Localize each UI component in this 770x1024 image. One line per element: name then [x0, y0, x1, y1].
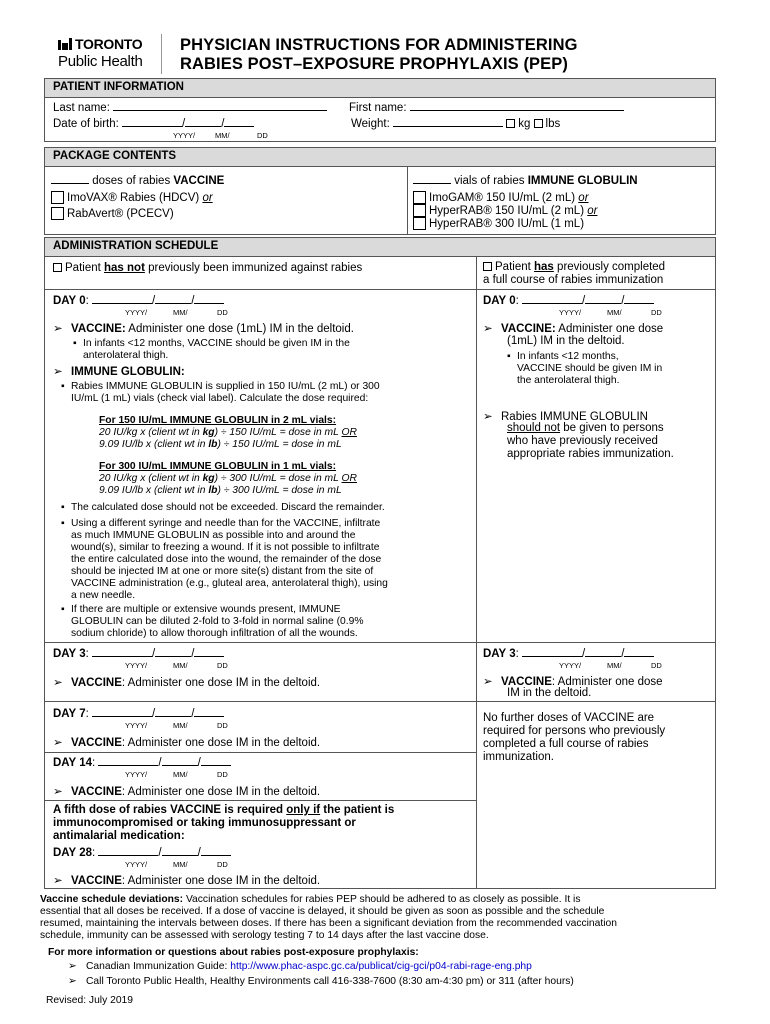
- call-line: ➢ Call Toronto Public Health, Healthy Environments call 416-338-7600 (8:30 am-4:30 pm) or 311 (after hours): [68, 976, 574, 987]
- lbs-checkbox[interactable]: [534, 119, 543, 128]
- rabavert-checkbox[interactable]: [51, 207, 64, 220]
- imovax-checkbox[interactable]: [51, 191, 64, 204]
- package-contents-section: PACKAGE CONTENTS doses of rabies VACCINE ImoVAX® Rabies (HDCV) or RabAvert® (PCECV) vials of rabies IMMUNE GLOBULIN ImoGAM® 150 IU/mL (2 mL) or HyperRAB® 150 IU/mL (2 mL) or HyperRAB® 300 IU/mL (1 mL): [44, 147, 716, 235]
- header-divider: [161, 34, 162, 74]
- first-name-field[interactable]: First name:: [349, 102, 624, 114]
- imogam-checkbox[interactable]: [413, 191, 426, 204]
- hyperrab150-checkbox[interactable]: [413, 204, 426, 217]
- day3-right-cell: DAY 3: / / YYYY/ MM/ DD ➢ VACCINE: Administer one dose IM in the deltoid.: [476, 642, 716, 702]
- weight-field[interactable]: Weight: kg lbs: [351, 118, 561, 130]
- hyperrab300-checkbox[interactable]: [413, 217, 426, 230]
- no-further-doses-cell: No further doses of VACCINE are required for persons who previously completed a full course of rabies immunization.: [476, 701, 716, 889]
- not-immunized-header: Patient has not previously been immunized against rabies: [44, 256, 477, 290]
- deviations-note: Vaccine schedule deviations: Vaccination schedules for rabies PEP should be adhered to as closely as possible. It is essential that all doses be received. If a dose of vaccine is delayed, it should be given as soon as possible and the schedule resumed, maintaining the intervals between doses. If there has been a significant deviation from the recommended vaccination schedule, immunity can be assessed with serology testing 7 to 14 days after the last vaccine dose.: [40, 894, 617, 941]
- toronto-logo: [58, 36, 150, 76]
- org-name: TORONTO: [75, 36, 143, 52]
- section-heading: PATIENT INFORMATION: [45, 79, 715, 98]
- day3-left-cell: DAY 3: / / YYYY/ MM/ DD ➢ VACCINE: Administer one dose IM in the deltoid.: [44, 642, 477, 702]
- cig-link[interactable]: http://www.phac-aspc.gc.ca/publicat/cig-gci/p04-rabi-rage-eng.php: [230, 961, 532, 972]
- page-title: PHYSICIAN INSTRUCTIONS FOR ADMINISTERING RABIES POST–EXPOSURE PROPHYLAXIS (PEP): [180, 36, 578, 73]
- org-subname: Public Health: [58, 53, 143, 70]
- day0-left-cell: DAY 0: / / YYYY/ MM/ DD ➢ VACCINE: Administer one dose (1mL) IM in the deltoid. ▪ In infants <12 months, VACCINE should be given IM in the anterolateral thigh. ➢ IMMUNE GLOBULIN: ▪ Rabies IMMUNE GLOBULIN is supplied in 150 IU/mL (2 mL) or 300 IU/mL (1 mL) vials (check vial label). Calculate the dose required: For 150 IU/mL IMMUNE GLOBULIN in 2 mL vials: 20 IU/kg x (client wt in kg) ÷ 150 IU/mL = dose in mL OR 9.09 IU/lb x (client wt in lb) ÷ 150 IU/mL = dose in mL For 300 IU/mL IMMUNE GLOBULIN in 1 mL vials: 20 IU/kg x (client wt in kg) ÷ 300 IU/mL = dose in mL OR 9.09 IU/lb x (client wt in lb) ÷ 300 IU/mL = dose in mL ▪ The calculated dose should not be exceeded. Discard the remainder. ▪ Using a different syringe and needle than for the VACCINE, infiltrate as much IMMUNE GLOBULIN as possible into and around the wound(s), similar to freezing a wound. If it is not possible to infiltrate the entire calculated dose into the wound, the remainder of the dose should be injected IM at one or more site(s) distant from the site of VACCINE administration (e.g., gluteal area, anterolateral thigh), using a new needle. ▪ If there are multiple or extensive wounds present, IMMUNE GLOBULIN can be diluted 2-fold to 3-fold in normal saline (0.9% sodium chloride) to allow thorough infiltration of all the wounds.: [44, 289, 477, 643]
- patient-information-section: PATIENT INFORMATION Last name: First name: Date of birth: / / YYYY/ MM/ DD Weight: kg lbs: [44, 78, 716, 142]
- day28-left-cell: A fifth dose of rabies VACCINE is required only if the patient is immunocompromised or taking immunosuppressant or antimalarial medication: DAY 28: / / YYYY/ MM/ DD ➢ VACCINE: Administer one dose IM in the deltoid.: [44, 800, 477, 889]
- city-hall-icon: [58, 37, 72, 49]
- cig-line: ➢ Canadian Immunization Guide: http://www.phac-aspc.gc.ca/publicat/cig-gci/p04-rabi-rage-eng.php: [68, 961, 532, 972]
- section-heading: ADMINISTRATION SCHEDULE: [45, 238, 715, 257]
- dob-field[interactable]: Date of birth: / /: [53, 118, 254, 130]
- last-name-field[interactable]: Last name:: [53, 102, 327, 114]
- revised-date: Revised: July 2019: [46, 995, 134, 1006]
- kg-checkbox[interactable]: [506, 119, 515, 128]
- immunized-header: Patient has previously completed a full course of rabies immunization: [476, 256, 716, 290]
- day7-day14-left-cell: DAY 7: / / YYYY/ MM/ DD ➢ VACCINE: Administer one dose IM in the deltoid. DAY 14: / / YYYY/ MM/ DD ➢ VACCINE: Administer one dose IM in the deltoid.: [44, 701, 477, 801]
- not-immunized-checkbox[interactable]: [53, 263, 62, 272]
- more-info-heading: For more information or questions about rabies post-exposure prophylaxis:: [48, 947, 419, 958]
- section-heading: PACKAGE CONTENTS: [45, 148, 715, 167]
- immunized-checkbox[interactable]: [483, 262, 492, 271]
- day0-right-cell: DAY 0: / / YYYY/ MM/ DD ➢ VACCINE: Administer one dose (1mL) IM in the deltoid. ▪ In infants <12 months, VACCINE should be given IM in the anterolateral thigh. ➢ Rabies IMMUNE GLOBULIN should not be given to persons who have previously received appropriate rabies immunization.: [476, 289, 716, 643]
